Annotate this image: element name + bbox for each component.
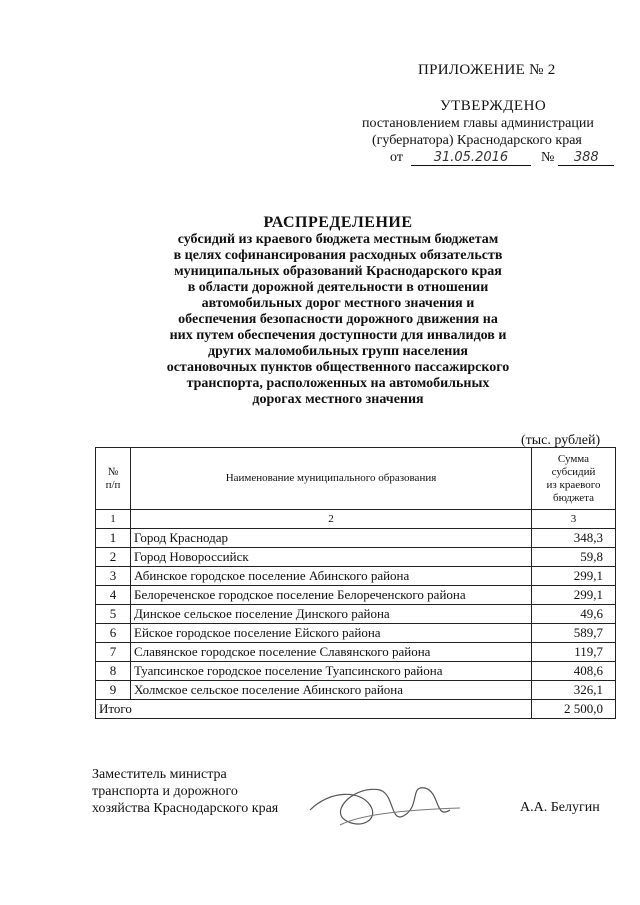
table-row xyxy=(96,681,616,700)
signer-position xyxy=(92,766,278,817)
subsidy-sum: 348,3 xyxy=(532,529,616,548)
title-line: в области дорожной деятельности в отношении xyxy=(187,280,489,295)
title-line: дорогах местного значения xyxy=(252,392,424,407)
municipality-name: Белореченское городское поселение Белореченского района xyxy=(131,586,532,605)
table-row xyxy=(96,605,616,624)
table-row xyxy=(96,548,616,567)
table-row xyxy=(96,643,616,662)
title-line: субсидий из краевого бюджета местным бюджетам xyxy=(177,232,499,247)
approved-label: УТВЕРЖДЕНО xyxy=(440,98,547,114)
title-line: в целях софинансирования расходных обязательств xyxy=(173,248,503,263)
row-number: 3 xyxy=(96,567,131,586)
municipality-name: Динское сельское поселение Динского района xyxy=(131,605,532,624)
total-label: Итого xyxy=(96,700,532,719)
appendix-label: ПРИЛОЖЕНИЕ № 2 xyxy=(418,62,556,78)
subsidy-sum: 299,1 xyxy=(532,586,616,605)
subsidy-sum: 299,1 xyxy=(532,567,616,586)
municipality-name: Холмское сельское поселение Абинского района xyxy=(131,681,532,700)
decree-date: 31.05.2016 xyxy=(411,150,531,166)
row-number: 4 xyxy=(96,586,131,605)
table-row xyxy=(96,567,616,586)
signer-position-line: Заместитель министра xyxy=(92,767,227,782)
signer-name: А.А. Белугин xyxy=(520,800,600,815)
table-row xyxy=(96,662,616,681)
subsidy-sum: 49,6 xyxy=(532,605,616,624)
decree-number: 388 xyxy=(558,150,614,166)
municipality-name: Ейское городское поселение Ейского района xyxy=(131,624,532,643)
header-name: Наименование муниципального образования xyxy=(131,448,532,510)
document-title: РАСПРЕДЕЛЕНИЕ xyxy=(263,214,413,231)
subsidy-table xyxy=(95,447,616,719)
municipality-name: Славянское городское поселение Славянского района xyxy=(131,643,532,662)
title-line: муниципальных образований Краснодарского края xyxy=(174,264,502,279)
col-number-2: 2 xyxy=(131,510,532,529)
signer-position-line: хозяйства Краснодарского края xyxy=(92,801,279,816)
header-sum: Сумма субсидий из краевого бюджета xyxy=(532,448,616,510)
decree-date-line xyxy=(390,150,614,166)
municipality-name: Город Краснодар xyxy=(131,529,532,548)
subsidy-sum: 408,6 xyxy=(532,662,616,681)
subsidy-sum: 119,7 xyxy=(532,643,616,662)
subsidy-sum: 59,8 xyxy=(532,548,616,567)
title-line: автомобильных дорог местного значения и xyxy=(201,296,475,311)
handwritten-signature xyxy=(300,770,470,840)
municipality-name: Туапсинское городское поселение Туапсинского района xyxy=(131,662,532,681)
col-number-3: 3 xyxy=(532,510,616,529)
row-number: 8 xyxy=(96,662,131,681)
title-line: других маломобильных групп населения xyxy=(208,344,468,359)
row-number: 5 xyxy=(96,605,131,624)
title-line: транспорта, расположенных на автомобильных xyxy=(186,376,490,391)
municipality-name: Абинское городское поселение Абинского района xyxy=(131,567,532,586)
table-row xyxy=(96,624,616,643)
row-number: 6 xyxy=(96,624,131,643)
title-line: обеспечения безопасности дорожного движения на xyxy=(178,312,498,327)
row-number: 7 xyxy=(96,643,131,662)
document-title-block xyxy=(0,214,640,408)
total-sum: 2 500,0 xyxy=(532,700,616,719)
from-label: от xyxy=(390,150,403,165)
unit-label: (тыс. рублей) xyxy=(521,433,601,448)
header-number: № п/п xyxy=(96,448,131,510)
table-row xyxy=(96,586,616,605)
row-number: 2 xyxy=(96,548,131,567)
decree-line-1: постановлением главы администрации xyxy=(362,116,594,131)
title-line: них путем обеспечения доступности для инвалидов и xyxy=(169,328,507,343)
subsidy-sum: 589,7 xyxy=(532,624,616,643)
signer-position-line: транспорта и дорожного xyxy=(92,784,238,799)
number-label: № xyxy=(540,150,555,165)
title-line: остановочных пунктов общественного пассажирского xyxy=(166,360,510,375)
municipality-name: Город Новороссийск xyxy=(131,548,532,567)
col-number-1: 1 xyxy=(96,510,131,529)
decree-line-2: (губернатора) Краснодарского края xyxy=(372,133,582,148)
row-number: 1 xyxy=(96,529,131,548)
subsidy-sum: 326,1 xyxy=(532,681,616,700)
table-row xyxy=(96,529,616,548)
row-number: 9 xyxy=(96,681,131,700)
